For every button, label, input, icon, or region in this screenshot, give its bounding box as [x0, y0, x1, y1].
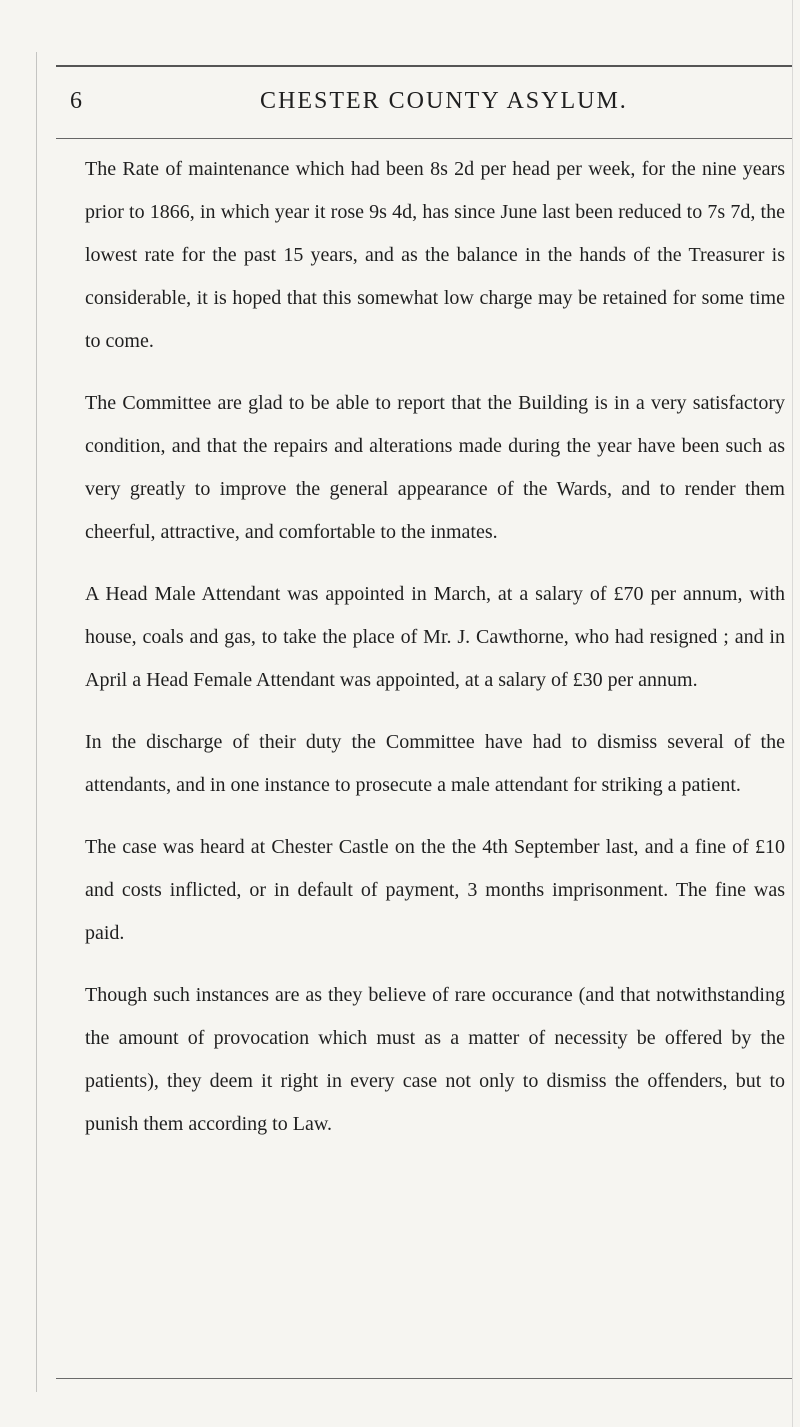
running-title: CHESTER COUNTY ASYLUM.	[260, 88, 628, 114]
paragraph-attendants-appointed: A Head Male Attendant was appointed in March, at a salary of £70 per annum, with house, coals and gas, to take the place of Mr. J. Cawthorne, who had resigned ; and in April a Head Female Attendant was appointed, at a salary of £30 per annum.	[85, 583, 785, 691]
page-header	[70, 88, 770, 120]
paragraph-building-condition: The Committee are glad to be able to report that the Building is in a very satisfactory condition, and that the repairs and alterations made during the year have been such as very greatly to improve the general appearance of the Wards, and to render them cheerful, attractive, and comfortable to the inmates.	[85, 392, 785, 543]
paragraph-maintenance-rate: The Rate of maintenance which had been 8s 2d per head per week, for the nine years prior to 1866, in which year it rose 9s 4d, has since June last been reduced to 7s 7d, the lowest rate for the past 15 years, and as the balance in the hands of the Treasurer is considerable, it is hoped that this somewhat low charge may be retained for some time to come.	[85, 158, 785, 352]
header-rule	[56, 138, 792, 139]
paragraph-court-case: The case was heard at Chester Castle on the the 4th September last, and a fine of £10 and costs inflicted, or in default of payment, 3 months imprisonment. The fine was paid.	[85, 836, 785, 944]
top-rule	[56, 65, 792, 67]
paragraph-policy: Though such instances are as they believe of rare occurance (and that notwithstanding the amount of provocation which must as a matter of necessity be offered by the patients), they deem it right in every case not only to dismiss the offenders, but to punish them according to Law.	[85, 984, 785, 1135]
bottom-rule	[56, 1378, 792, 1379]
paragraph-dismissals: In the discharge of their duty the Committee have had to dismiss several of the attendants, and in one instance to prosecute a male attendant for striking a patient.	[85, 731, 785, 796]
body-text	[85, 148, 785, 1146]
page-number: 6	[70, 88, 83, 114]
page-right-edge	[792, 0, 793, 1427]
page-left-edge	[36, 52, 37, 1392]
